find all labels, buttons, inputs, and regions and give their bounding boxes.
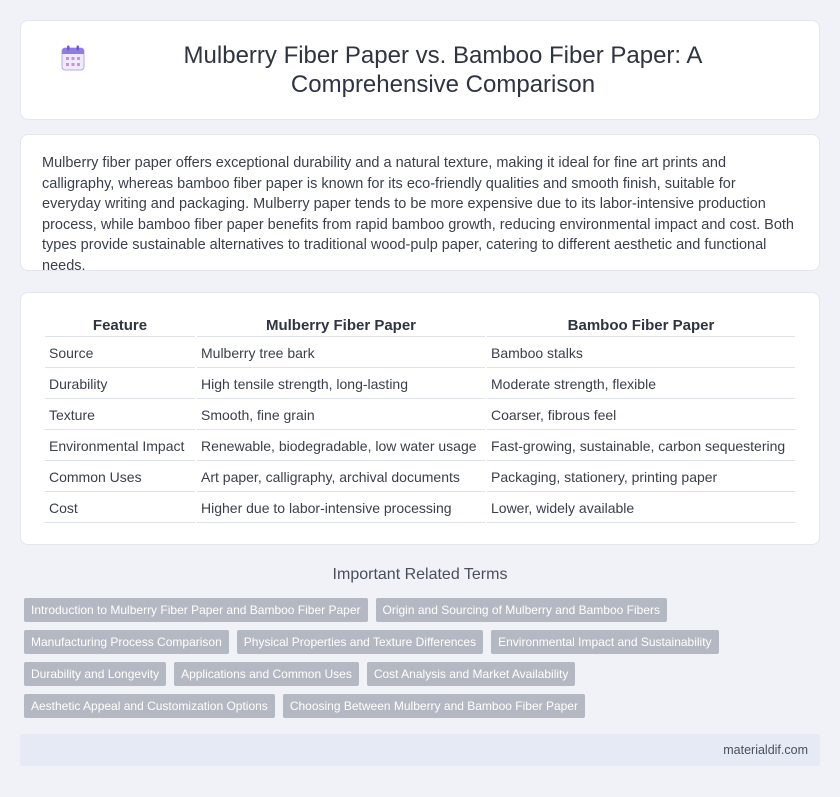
- table-cell-bamboo: Fast-growing, sustainable, carbon sequestering: [487, 430, 795, 461]
- related-term-tag[interactable]: Physical Properties and Texture Differences: [237, 630, 483, 654]
- related-term-tag[interactable]: Origin and Sourcing of Mulberry and Bamboo Fibers: [376, 598, 667, 622]
- related-term-tag[interactable]: Applications and Common Uses: [174, 662, 359, 686]
- footer-site-link[interactable]: materialdif.com: [723, 743, 808, 757]
- table-row: [45, 492, 795, 523]
- summary-text: Mulberry fiber paper offers exceptional durability and a natural texture, making it ideal for fine art prints and calligraphy, whereas bamboo fiber paper is known for its eco-friendly qualities and smooth finish, suitable for everyday writing and packaging. Mulberry paper tends to be more expensive due to its labor-intensive production process, while bamboo fiber paper benefits from rapid bamboo growth, reducing environmental impact and cost. Both types provide sustainable alternatives to traditional wood-pulp paper, catering to different aesthetic and functional needs.: [42, 155, 794, 274]
- summary-card: [20, 134, 820, 274]
- table-cell-mulberry: Renewable, biodegradable, low water usage: [197, 430, 485, 461]
- table-row: [45, 461, 795, 492]
- table-row: [45, 337, 795, 368]
- column-header-mulberry: Mulberry Fiber Paper: [197, 313, 485, 337]
- table-cell-bamboo: Moderate strength, flexible: [487, 368, 795, 399]
- table-cell-bamboo: Packaging, stationery, printing paper: [487, 461, 795, 492]
- table-cell-feature: Common Uses: [45, 461, 195, 492]
- related-terms-tags: [24, 598, 814, 718]
- table-cell-bamboo: Lower, widely available: [487, 492, 795, 523]
- table-cell-mulberry: Mulberry tree bark: [197, 337, 485, 368]
- column-header-feature: Feature: [45, 313, 195, 337]
- header-card: [20, 20, 820, 120]
- comparison-table: [43, 313, 797, 523]
- table-cell-feature: Texture: [45, 399, 195, 430]
- calendar-icon: [61, 45, 85, 71]
- related-term-tag[interactable]: Aesthetic Appeal and Customization Options: [24, 694, 275, 718]
- table-cell-bamboo: Bamboo stalks: [487, 337, 795, 368]
- table-row: [45, 368, 795, 399]
- column-header-bamboo: Bamboo Fiber Paper: [487, 313, 795, 337]
- related-term-tag[interactable]: Cost Analysis and Market Availability: [367, 662, 576, 686]
- table-cell-bamboo: Coarser, fibrous feel: [487, 399, 795, 430]
- table-row: [45, 399, 795, 430]
- comparison-table-card: [20, 292, 820, 545]
- table-cell-mulberry: High tensile strength, long-lasting: [197, 368, 485, 399]
- related-term-tag[interactable]: Introduction to Mulberry Fiber Paper and Bamboo Fiber Paper: [24, 598, 368, 622]
- table-cell-feature: Cost: [45, 492, 195, 523]
- related-terms-title: Important Related Terms: [332, 566, 508, 583]
- footer: [20, 734, 820, 766]
- related-term-tag[interactable]: Durability and Longevity: [24, 662, 166, 686]
- table-row: [45, 430, 795, 461]
- page-title: Mulberry Fiber Paper vs. Bamboo Fiber Paper: A Comprehensive Comparison: [183, 42, 703, 98]
- table-cell-feature: Durability: [45, 368, 195, 399]
- table-header-row: [45, 313, 795, 337]
- table-cell-mulberry: Art paper, calligraphy, archival documents: [197, 461, 485, 492]
- title-wrap: [61, 41, 779, 99]
- related-term-tag[interactable]: Choosing Between Mulberry and Bamboo Fiber Paper: [283, 694, 585, 718]
- related-term-tag[interactable]: Environmental Impact and Sustainability: [491, 630, 718, 654]
- related-term-tag[interactable]: Manufacturing Process Comparison: [24, 630, 229, 654]
- table-cell-mulberry: Higher due to labor-intensive processing: [197, 492, 485, 523]
- table-cell-feature: Environmental Impact: [45, 430, 195, 461]
- table-cell-mulberry: Smooth, fine grain: [197, 399, 485, 430]
- table-cell-feature: Source: [45, 337, 195, 368]
